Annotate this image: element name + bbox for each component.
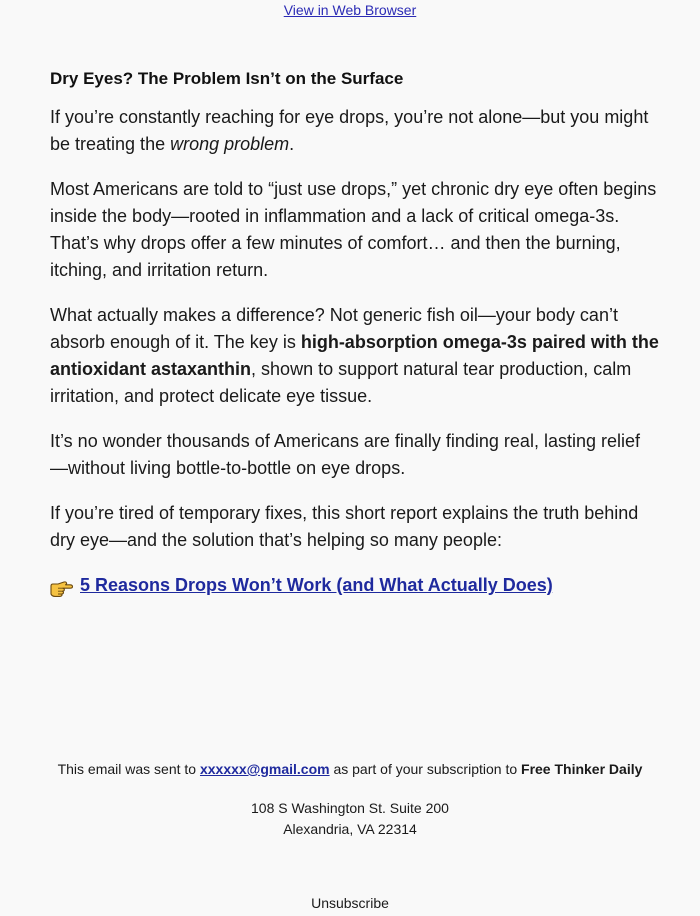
view-in-browser-link[interactable]: View in Web Browser	[283, 2, 417, 18]
paragraph-solution	[50, 302, 660, 410]
address-line-2: Alexandria, VA 22314	[283, 821, 417, 837]
view-in-browser-bar	[0, 2, 700, 18]
paragraph-solution-text: What actually makes a difference? Not generic fish oil—your body can’t absorb enough of it. The key is	[50, 305, 618, 352]
paragraph-solution-bold: high-absorption omega-3s paired with the antioxidant astaxanthin	[50, 332, 659, 379]
paragraph-drops: Most Americans are told to “just use drops,” yet chronic dry eye often begins inside the body—rooted in inflammation and a lack of critical omega-3s. That’s why drops offer a few minutes of comfort… and then the burning, itching, and irritation return.	[50, 179, 657, 280]
paragraph-intro-end: .	[289, 134, 295, 154]
paragraph-relief: It’s no wonder thousands of Americans are finally finding real, lasting relief —without living bottle-to-bottle on eye drops.	[50, 431, 640, 478]
subscription-prefix: This email was sent to	[57, 761, 200, 777]
paragraph-report: If you’re tired of temporary fixes, this short report explains the truth behind dry eye—and the solution that’s helping so many people:	[50, 503, 639, 550]
address-line-1: 108 S Washington St. Suite 200	[251, 800, 449, 816]
paragraph-intro-emphasis: wrong problem	[170, 134, 290, 154]
subscription-middle: as part of your subscription to	[329, 761, 522, 777]
report-link[interactable]: 5 Reasons Drops Won’t Work (and What Actually Does)	[80, 575, 553, 595]
article-body	[50, 68, 660, 599]
unsubscribe-row	[0, 894, 700, 912]
paragraph-solution-end: , shown to support natural tear production, calm irritation, and protect delicate eye tissue.	[50, 359, 632, 406]
paragraph-intro-text: If you’re constantly reaching for eye drops, you’re not alone—but you might be treating the	[50, 107, 649, 154]
paragraph-intro	[50, 104, 660, 158]
article-headline: Dry Eyes? The Problem Isn’t on the Surface	[50, 69, 404, 88]
recipient-email-link[interactable]: xxxxxx@gmail.com	[199, 761, 330, 777]
subscription-notice	[0, 760, 700, 778]
pointing-hand-icon	[50, 578, 74, 598]
mailing-address	[0, 798, 700, 840]
unsubscribe-link[interactable]: Unsubscribe	[311, 895, 389, 911]
cta-row	[50, 572, 660, 599]
publication-name: Free Thinker Daily	[521, 761, 643, 777]
